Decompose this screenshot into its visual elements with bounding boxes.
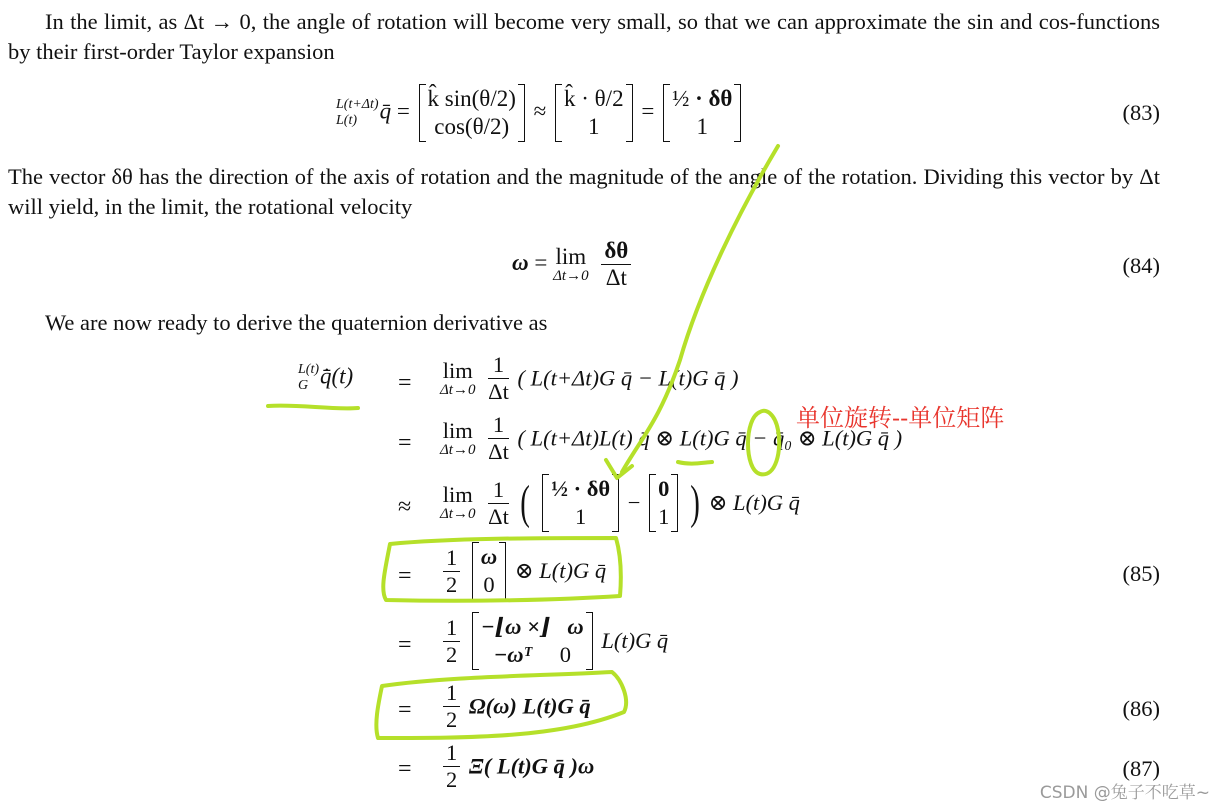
paragraph-1: In the limit, as Δt → 0, the angle of rotation will become very small, so that we can approximate the sin and cos-functions by their first-order Taylor expansion <box>8 9 1160 64</box>
line1-body: ( L(t+Δt)G q̄ − L(t)G q̄ ) <box>517 365 739 391</box>
line3-matrix-a: ½ · δθ 1 <box>542 474 619 532</box>
derivation-line-6: $\frac{1}{2}$ Ω(ω) L(t)G q̄ <box>440 680 591 742</box>
eq84-limit: lim Δt→0 <box>553 243 589 284</box>
line5-matrix: −⌊ω ×⌋ ω −ωᵀ 0 <box>472 612 593 670</box>
derivation-line-7: $\frac{1}{2}$ Ξ( L(t)G q̄ )ω <box>440 740 594 802</box>
equation-number-86: (86) <box>1122 696 1160 721</box>
relation-equals-7: = <box>398 756 412 782</box>
line4-matrix: ω 0 <box>472 542 506 600</box>
eq84-omega: ω <box>512 249 529 275</box>
relation-equals-6: = <box>398 697 412 723</box>
equation-number-84: (84) <box>1122 253 1160 278</box>
equation-84: ω = lim Δt→0 $\frac{\delta\theta}{\Delta t}$ <box>512 238 634 291</box>
relation-equals-4: = <box>398 563 412 589</box>
annotation-unit-rotation: 单位旋转--单位矩阵 <box>796 404 1005 432</box>
paragraph-2: The vector δθ has the direction of the axis of rotation and the magnitude of the angle of the rotation. Dividing this vector by Δt will yield, in the limit, the rotational velocity <box>8 164 1160 219</box>
eq83-matrix-1: k̂ sin(θ/2) cos(θ/2) <box>419 84 525 142</box>
paragraph-3: We are now ready to derive the quaternion derivative as <box>45 310 548 335</box>
relation-approx-3: ≈ <box>398 494 412 520</box>
relation-equals-1: = <box>398 370 412 396</box>
line7-body: Ξ( L(t)G q̄ )ω <box>468 753 595 779</box>
derivation-line-2: lim Δt→0 $\frac{1}{\Delta t}$ ( L(t+Δt)L(t) q̄ ⊗ L(t)G q̄ − q̄₀ ⊗ L(t)G q̄ ) <box>440 412 903 464</box>
eq83-matrix-2: k̂ · θ/2 1 <box>555 84 633 142</box>
equation-83: L(t+Δt) L(t) q̄ = k̂ sin(θ/2) cos(θ/2) ≈ k̂ · θ/2 1 = ½ · δθ 1 <box>336 84 744 142</box>
equation-number-85: (85) <box>1122 561 1160 586</box>
line2-body: ( L(t+Δt)L(t) q̄ ⊗ L(t)G q̄ − q̄₀ ⊗ L(t)G q̄ ) <box>517 425 903 451</box>
eq83-lhs: q̄ <box>379 98 392 124</box>
derivation-line-3: lim Δt→0 $\frac{1}{\Delta t}$ ( ½ · δθ 1 − 0 1 ) ⊗ L(t)G q̄ <box>440 474 800 536</box>
line3-tail: ⊗ L(t)G q̄ <box>708 490 800 515</box>
eq84-fraction: $\frac{\delta\theta}{\Delta t}$ <box>601 238 631 291</box>
underline-lhs <box>268 406 358 409</box>
eq83-approx: ≈ <box>533 98 547 124</box>
derivation-lhs: L(t) G q̄̇(t) <box>298 362 354 393</box>
equation-number-87: (87) <box>1122 756 1160 781</box>
derivation-line-4: $\frac{1}{2}$ ω 0 ⊗ L(t)G q̄ <box>440 542 606 604</box>
eq83-prescript: L(t+Δt) L(t) <box>336 97 379 128</box>
derivation-line-1: lim Δt→0 $\frac{1}{\Delta t}$ ( L(t+Δt)G q̄ − L(t)G q̄ ) <box>440 352 739 404</box>
line5-tail: L(t)G q̄ <box>601 628 669 653</box>
derivation-line-5: $\frac{1}{2}$ −⌊ω ×⌋ ω −ωᵀ 0 L(t)G q̄ <box>440 612 668 674</box>
line6-body: Ω(ω) L(t)G q̄ <box>468 693 591 719</box>
equation-number-83: (83) <box>1122 100 1160 125</box>
eq83-matrix-3: ½ · δθ 1 <box>663 84 741 142</box>
relation-equals-5: = <box>398 632 412 658</box>
csdn-watermark: CSDN @兔子不吃草~ <box>1039 783 1210 803</box>
line3-matrix-b: 0 1 <box>649 474 678 532</box>
relation-equals-2: = <box>398 430 412 456</box>
line4-tail: ⊗ L(t)G q̄ <box>514 558 607 583</box>
